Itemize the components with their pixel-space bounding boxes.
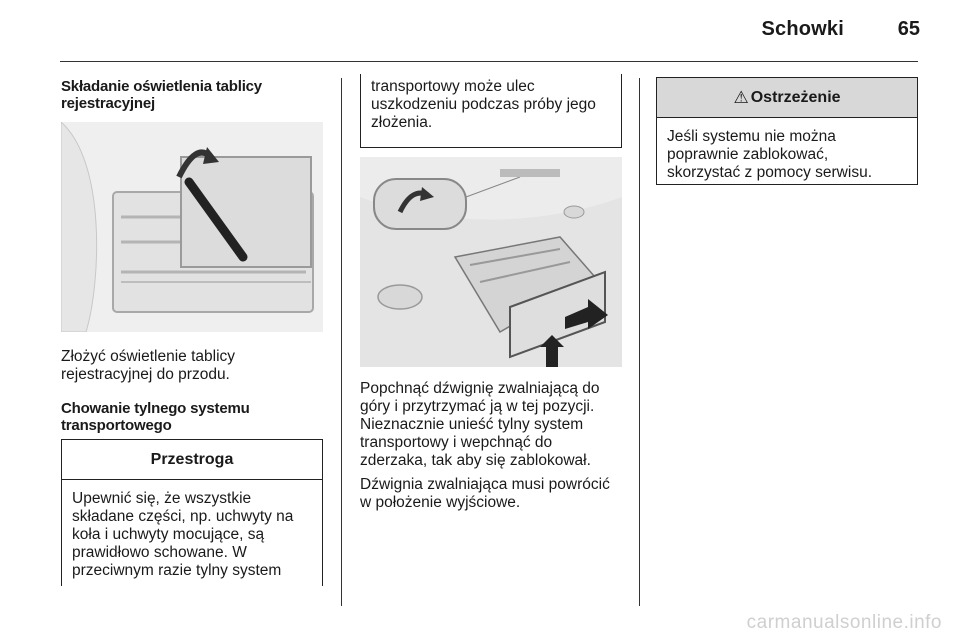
carrier-lever-illustration xyxy=(360,157,622,367)
caution-box-continued xyxy=(360,74,622,148)
section-heading-license-light: Składanie oświetlenia tablicy rejestracyjnej xyxy=(61,78,262,112)
instructions-paragraph-1: Popchnąć dźwignię zwalniającą do góry i przytrzymać ją w tej pozycji. Nieznacznie unieść tylny system transportowy i wepchnąć do zderzaka, tak aby się zablokował. xyxy=(360,380,600,469)
warning-box xyxy=(656,77,918,185)
page-number: 65 xyxy=(897,18,920,40)
figure-license-plate-light xyxy=(61,122,323,332)
figure-carrier-lever xyxy=(360,157,622,367)
caution-continued-text: transportowy może ulec uszkodzeniu podczas próby jego złożenia. xyxy=(371,78,596,131)
license-light-illustration xyxy=(61,122,323,332)
warning-text: Jeśli systemu nie można poprawnie zablokować, skorzystać z pomocy serwisu. xyxy=(667,128,872,181)
caution-text: Upewnić się, że wszystkie składane części, np. uchwyty na koła i uchwyty mocujące, są prawidłowo schowane. W przeciwnym razie tylny system xyxy=(72,490,294,579)
warning-title: Ostrzeżenie xyxy=(750,88,841,106)
column-divider-2 xyxy=(639,78,640,606)
column-divider-1 xyxy=(341,78,342,606)
warning-header xyxy=(657,78,917,118)
section-heading-stow-carrier: Chowanie tylnego systemu transportowego xyxy=(61,400,250,434)
watermark: carmanualsonline.info xyxy=(746,612,942,633)
page-header-title: Schowki xyxy=(761,18,844,40)
caution-title: Przestroga xyxy=(62,440,322,480)
caution-box xyxy=(61,439,323,586)
instructions-paragraph-2: Dźwignia zwalniająca musi powrócić w położenie wyjściowe. xyxy=(360,476,610,511)
warning-triangle-icon: ⚠ xyxy=(733,87,749,107)
caption-fold-light: Złożyć oświetlenie tablicy rejestracyjnej do przodu. xyxy=(61,348,236,383)
header-divider xyxy=(60,61,918,62)
